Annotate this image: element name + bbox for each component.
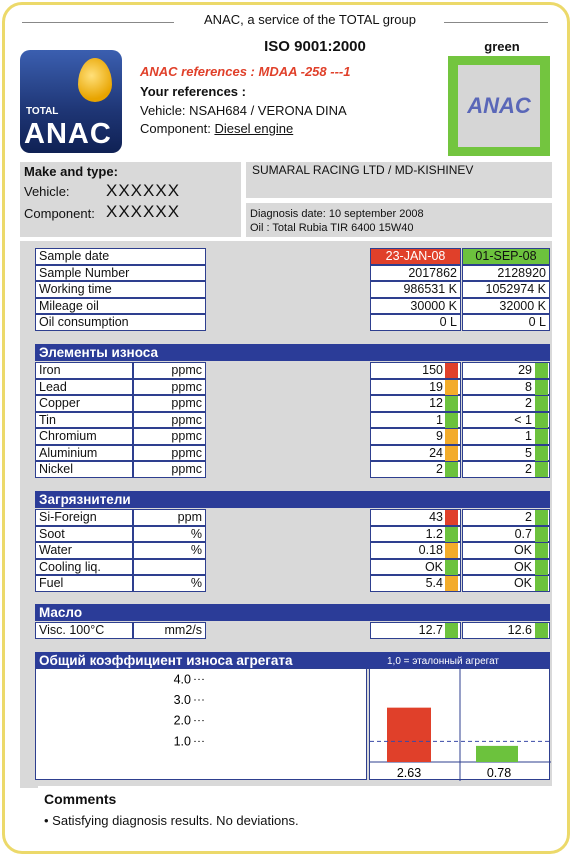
component-reference xyxy=(140,121,293,136)
oil-row-label: Visc. 100°C xyxy=(35,622,133,639)
your-references-label: Your references : xyxy=(140,84,246,99)
wear-coefficient-header xyxy=(35,652,550,669)
make-vehicle-value: XXXXXX xyxy=(106,181,181,200)
sample-value-2: 32000 K xyxy=(462,298,550,315)
contam-section-header xyxy=(35,491,550,508)
contam-row-value-1: OK xyxy=(370,559,461,576)
wear-row-value-2: 2 xyxy=(462,395,550,412)
contam-row-value-1: 1.2 xyxy=(370,526,461,543)
header-rule-left xyxy=(22,22,174,23)
contam-row-label: Water xyxy=(35,542,133,559)
contam-status-indicator-2 xyxy=(535,560,548,575)
vehicle-reference: Vehicle: NSAH684 / VERONA DINA xyxy=(140,103,347,118)
contam-status-indicator-1 xyxy=(445,510,458,525)
contam-status-indicator-1 xyxy=(445,543,458,558)
wear-row-label: Chromium xyxy=(35,428,133,445)
comments-text: • Satisfying diagnosis results. No deviations. xyxy=(44,813,299,828)
contam-status-indicator-2 xyxy=(535,527,548,542)
wear-coefficient-note: 1,0 = эталонный агрегат xyxy=(387,656,499,667)
wear-section-title: Элементы износа xyxy=(39,345,158,360)
status-logo-text: ANAC xyxy=(458,65,540,147)
sample-value-2: 0 L xyxy=(462,314,550,331)
sample-value-1: 30000 K xyxy=(370,298,461,315)
wear-status-indicator-2 xyxy=(535,380,548,395)
iso-certification: ISO 9001:2000 xyxy=(264,38,366,55)
oil-status-indicator-2 xyxy=(535,623,548,638)
diagnosis-oil: Oil : Total Rubia TIR 6400 15W40 xyxy=(250,222,414,234)
wear-status-indicator-1 xyxy=(445,396,458,411)
wear-status-indicator-1 xyxy=(445,446,458,461)
wear-status-indicator-1 xyxy=(445,380,458,395)
wear-row-value-2: 1 xyxy=(462,428,550,445)
make-type-title: Make and type: xyxy=(24,164,118,179)
contam-row-value-1: 43 xyxy=(370,509,461,526)
contam-row-unit: ppm xyxy=(133,509,206,526)
wear-status-indicator-2 xyxy=(535,413,548,428)
contam-row-value-2: 0.7 xyxy=(462,526,550,543)
oil-row-unit: mm2/s xyxy=(133,622,206,639)
comments-title: Comments xyxy=(44,791,117,807)
header-rule-right xyxy=(444,22,548,23)
contam-row-unit: % xyxy=(133,575,206,592)
contam-row-unit xyxy=(133,559,206,576)
wear-row-label: Aluminium xyxy=(35,445,133,462)
contam-status-indicator-1 xyxy=(445,560,458,575)
contam-status-indicator-1 xyxy=(445,576,458,591)
contam-section-title: Загрязнители xyxy=(39,492,131,507)
wear-status-indicator-1 xyxy=(445,363,458,378)
y-tick-label: 3.0 xyxy=(173,693,191,707)
wear-status-indicator-1 xyxy=(445,462,458,477)
wear-row-unit: ppmc xyxy=(133,428,206,445)
contam-row-value-1: 0.18 xyxy=(370,542,461,559)
anac-logo xyxy=(20,50,122,153)
oil-row-value-2: 12.6 xyxy=(462,622,550,639)
wear-row-unit: ppmc xyxy=(133,461,206,478)
diagnosis-date: Diagnosis date: 10 september 2008 xyxy=(250,208,424,220)
contam-row-label: Soot xyxy=(35,526,133,543)
wear-status-indicator-2 xyxy=(535,396,548,411)
wear-row-value-2: 5 xyxy=(462,445,550,462)
diagnosis-info xyxy=(250,207,424,235)
anac-references: ANAC references : MDAA -258 ---1 xyxy=(140,64,351,79)
sample-label: Sample Number xyxy=(35,265,206,282)
y-tick-label: 4.0 xyxy=(173,672,191,687)
wear-row-label: Lead xyxy=(35,379,133,396)
logo-anac-text: ANAC xyxy=(24,118,112,150)
sample-label: Working time xyxy=(35,281,206,298)
sample-label: Oil consumption xyxy=(35,314,206,331)
wear-coefficient-title: Общий коэффициент износа агрегата xyxy=(39,653,293,668)
oil-section-header xyxy=(35,604,550,621)
chart-bars-panel xyxy=(369,668,550,780)
wear-row-label: Copper xyxy=(35,395,133,412)
oil-row-value-1: 12.7 xyxy=(370,622,461,639)
oil-section-title: Масло xyxy=(39,605,83,620)
make-component-label: Component: xyxy=(24,206,95,221)
wear-row-value-2: 8 xyxy=(462,379,550,396)
wear-coefficient-chart xyxy=(35,668,550,780)
wear-row-value-1: 24 xyxy=(370,445,461,462)
wear-row-value-2: 2 xyxy=(462,461,550,478)
y-tick-label: 2.0 xyxy=(173,713,191,728)
component-prefix: Component: xyxy=(140,121,215,136)
wear-status-indicator-2 xyxy=(535,363,548,378)
wear-row-value-1: 150 xyxy=(370,362,461,379)
wear-row-label: Tin xyxy=(35,412,133,429)
contam-status-indicator-2 xyxy=(535,510,548,525)
bars-svg xyxy=(370,669,551,781)
contam-row-value-2: OK xyxy=(462,542,550,559)
status-label: green xyxy=(484,39,520,54)
oil-status-indicator-1 xyxy=(445,623,458,638)
contam-status-indicator-1 xyxy=(445,527,458,542)
contam-row-value-2: OK xyxy=(462,559,550,576)
wear-section-header xyxy=(35,344,550,361)
contam-row-label: Fuel xyxy=(35,575,133,592)
wear-row-unit: ppmc xyxy=(133,379,206,396)
sample-value-1: 23-JAN-08 xyxy=(370,248,461,265)
make-component-value: XXXXXX xyxy=(106,202,181,221)
contam-row-label: Cooling liq. xyxy=(35,559,133,576)
sample-value-2: 1052974 K xyxy=(462,281,550,298)
wear-row-value-1: 9 xyxy=(370,428,461,445)
chart-bar xyxy=(387,708,431,762)
make-vehicle-label: Vehicle: xyxy=(24,184,70,199)
wear-row-label: Iron xyxy=(35,362,133,379)
contam-status-indicator-2 xyxy=(535,576,548,591)
component-value: Diesel engine xyxy=(214,121,294,136)
contam-row-value-1: 5.4 xyxy=(370,575,461,592)
wear-row-unit: ppmc xyxy=(133,412,206,429)
service-line: ANAC, a service of the TOTAL group xyxy=(204,12,416,27)
logo-total-text: TOTAL xyxy=(26,106,59,117)
wear-row-value-1: 19 xyxy=(370,379,461,396)
contam-row-label: Si-Foreign xyxy=(35,509,133,526)
status-badge xyxy=(448,56,550,156)
wear-status-indicator-2 xyxy=(535,446,548,461)
wear-row-unit: ppmc xyxy=(133,445,206,462)
contam-row-value-2: OK xyxy=(462,575,550,592)
wear-row-unit: ppmc xyxy=(133,395,206,412)
sample-value-2: 01-SEP-08 xyxy=(462,248,550,265)
chart-axis-panel xyxy=(35,668,367,780)
sample-value-2: 2128920 xyxy=(462,265,550,282)
sample-value-1: 2017862 xyxy=(370,265,461,282)
wear-status-indicator-1 xyxy=(445,429,458,444)
bar-value-label: 2.63 xyxy=(396,766,422,780)
owner-name: SUMARAL RACING LTD / MD-KISHINEV xyxy=(252,163,474,177)
y-axis-svg xyxy=(36,669,368,781)
y-tick-label: 1.0 xyxy=(173,734,191,749)
wear-row-label: Nickel xyxy=(35,461,133,478)
oil-drop-icon xyxy=(78,58,112,102)
sample-value-1: 986531 K xyxy=(370,281,461,298)
sample-value-1: 0 L xyxy=(370,314,461,331)
wear-status-indicator-1 xyxy=(445,413,458,428)
sample-label: Mileage oil xyxy=(35,298,206,315)
wear-row-value-2: < 1 xyxy=(462,412,550,429)
wear-status-indicator-2 xyxy=(535,429,548,444)
wear-status-indicator-2 xyxy=(535,462,548,477)
sample-label: Sample date xyxy=(35,248,206,265)
wear-row-value-1: 2 xyxy=(370,461,461,478)
contam-row-value-2: 2 xyxy=(462,509,550,526)
wear-row-unit: ppmc xyxy=(133,362,206,379)
chart-bar xyxy=(476,746,518,762)
wear-row-value-1: 12 xyxy=(370,395,461,412)
wear-row-value-2: 29 xyxy=(462,362,550,379)
bar-value-label: 0.78 xyxy=(486,766,512,780)
contam-row-unit: % xyxy=(133,542,206,559)
contam-status-indicator-2 xyxy=(535,543,548,558)
contam-row-unit: % xyxy=(133,526,206,543)
wear-row-value-1: 1 xyxy=(370,412,461,429)
